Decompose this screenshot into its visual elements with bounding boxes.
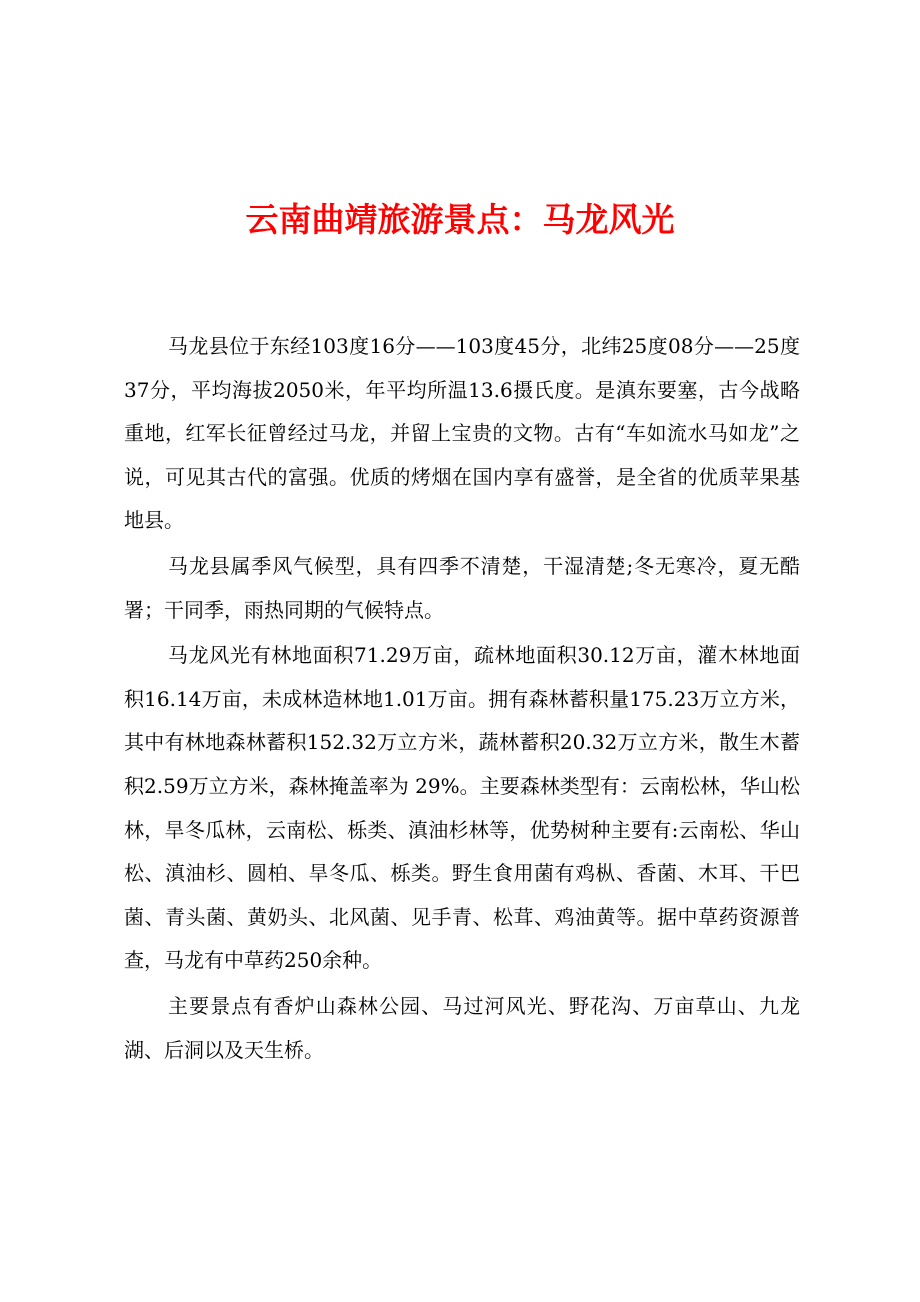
paragraph-forest: 马龙风光有林地面积71.29万亩，疏林地面积30.12万亩，灌木林地面积16.14万亩，未成林造林地1.01万亩。拥有森林蓄积量175.23万立方米，其中有林地森林蓄积152.32万立方米，蔬林蓄积20.32万立方米，散生木蓄积2.59万立方米，森林掩盖率为 29%。主要森林类型有：云南松林，华山松林，旱冬瓜林，云南松、栎类、滇油杉林等，优势树种主要有:云南松、华山松、滇油杉、圆柏、旱冬瓜、栎类。野生食用菌有鸡枞、香菌、木耳、干巴菌、青头菌、黄奶头、北风菌、见手青、松茸、鸡油黄等。据中草药资源普查，马龙有中草药250余种。 (124, 643, 800, 973)
paragraph-attractions: 主要景点有香炉山森林公园、马过河风光、野花沟、万亩草山、九龙湖、后洞以及天生桥。 (124, 993, 800, 1062)
paragraph-location: 马龙县位于东经103度16分——103度45分，北纬25度08分——25度37分，平均海拔2050米，年平均所温13.6摄氏度。是滇东要塞，古今战略重地，红军长征曾经过马龙，并留上宝贵的文物。古有“车如流水马如龙”之说，可见其古代的富强。优质的烤烟在国内享有盛誉，是全省的优质苹果基地县。 (124, 334, 800, 533)
paragraph-climate: 马龙县属季风气候型，具有四季不清楚，干湿清楚;冬无寒冷，夏无酷署；干同季，雨热同期的气候特点。 (124, 553, 800, 622)
document-body (124, 325, 800, 1074)
document-title: 云南曲靖旅游景点：马龙风光 (245, 200, 675, 239)
